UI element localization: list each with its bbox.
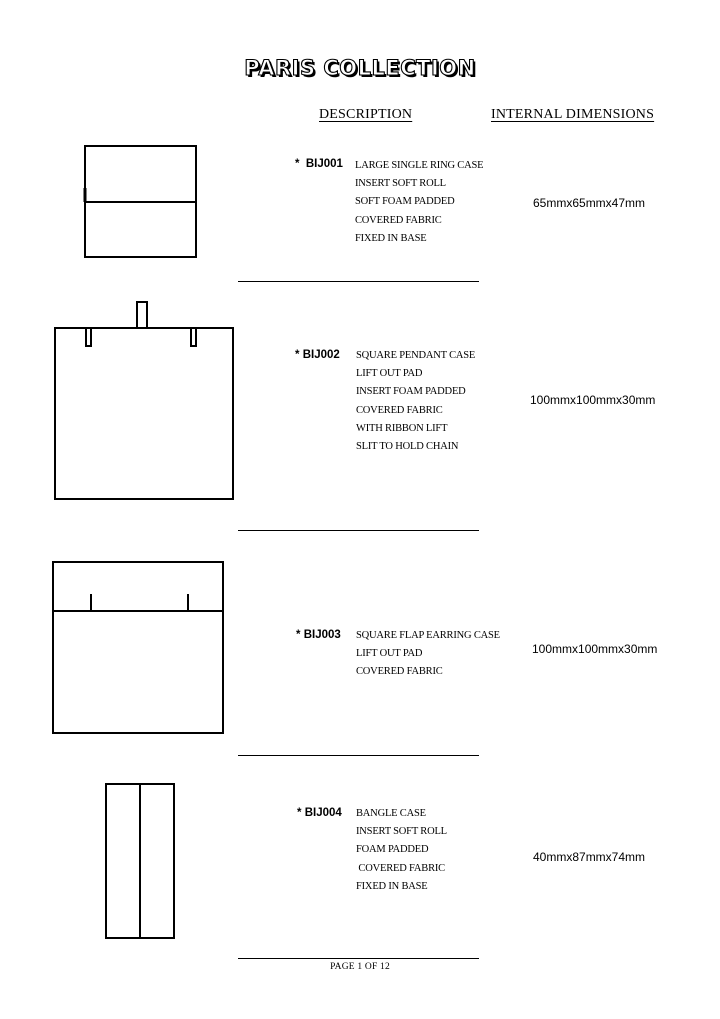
section-divider	[238, 530, 479, 531]
product-description-bij001	[355, 157, 483, 248]
description-line: COVERED FABRIC	[356, 666, 443, 678]
section-divider	[238, 281, 479, 282]
page-title: PARIS COLLECTION	[244, 56, 476, 80]
description-line: SOFT FOAM PADDED	[355, 196, 455, 208]
description-line: FOAM PADDED	[356, 844, 429, 856]
product-code-bij004: * BIJ004	[297, 807, 342, 819]
description-line: FIXED IN BASE	[355, 232, 427, 244]
footer-divider	[238, 958, 479, 959]
description-line: SQUARE PENDANT CASE	[356, 350, 476, 361]
description-line: COVERED FABRIC	[356, 404, 443, 416]
description-line: LARGE SINGLE RING CASE	[355, 160, 484, 171]
dimensions-bij004: 40mmx87mmx74mm	[533, 850, 646, 864]
description-line: COVERED FABRIC	[355, 214, 442, 226]
product-description-bij003	[356, 627, 500, 682]
earring-case-drawing	[53, 562, 223, 733]
description-line: LIFT OUT PAD	[356, 368, 423, 380]
description-line: INSERT SOFT ROLL	[355, 178, 446, 190]
section-divider	[238, 755, 479, 756]
pendant-case-drawing	[55, 302, 233, 499]
description-line: SQUARE FLAP EARRING CASE	[356, 630, 500, 641]
dimensions-bij002: 100mmx100mmx30mm	[530, 393, 656, 407]
product-code-bij003: * BIJ003	[296, 629, 341, 641]
description-line: LIFT OUT PAD	[356, 648, 423, 660]
product-description-bij004	[356, 805, 447, 896]
description-line: SLIT TO HOLD CHAIN	[356, 441, 459, 453]
dimensions-column-header: INTERNAL DIMENSIONS	[491, 107, 655, 122]
product-code-bij001: * BIJ001	[295, 158, 343, 170]
ring-case-drawing	[85, 146, 196, 257]
dimensions-bij001: 65mmx65mmx47mm	[533, 196, 646, 210]
bangle-case-drawing	[106, 784, 174, 938]
description-line: COVERED FABRIC	[356, 862, 445, 874]
description-line: INSERT SOFT ROLL	[356, 826, 447, 838]
dimensions-bij003: 100mmx100mmx30mm	[532, 642, 658, 656]
description-line: FIXED IN BASE	[356, 880, 428, 892]
page-number: PAGE 1 OF 12	[330, 962, 390, 972]
description-line: WITH RIBBON LIFT	[356, 422, 448, 434]
product-code-bij002: * BIJ002	[295, 349, 340, 361]
description-line: BANGLE CASE	[356, 808, 426, 819]
product-description-bij002	[356, 347, 475, 456]
description-line: INSERT FOAM PADDED	[356, 386, 466, 398]
description-column-header: DESCRIPTION	[319, 107, 413, 122]
